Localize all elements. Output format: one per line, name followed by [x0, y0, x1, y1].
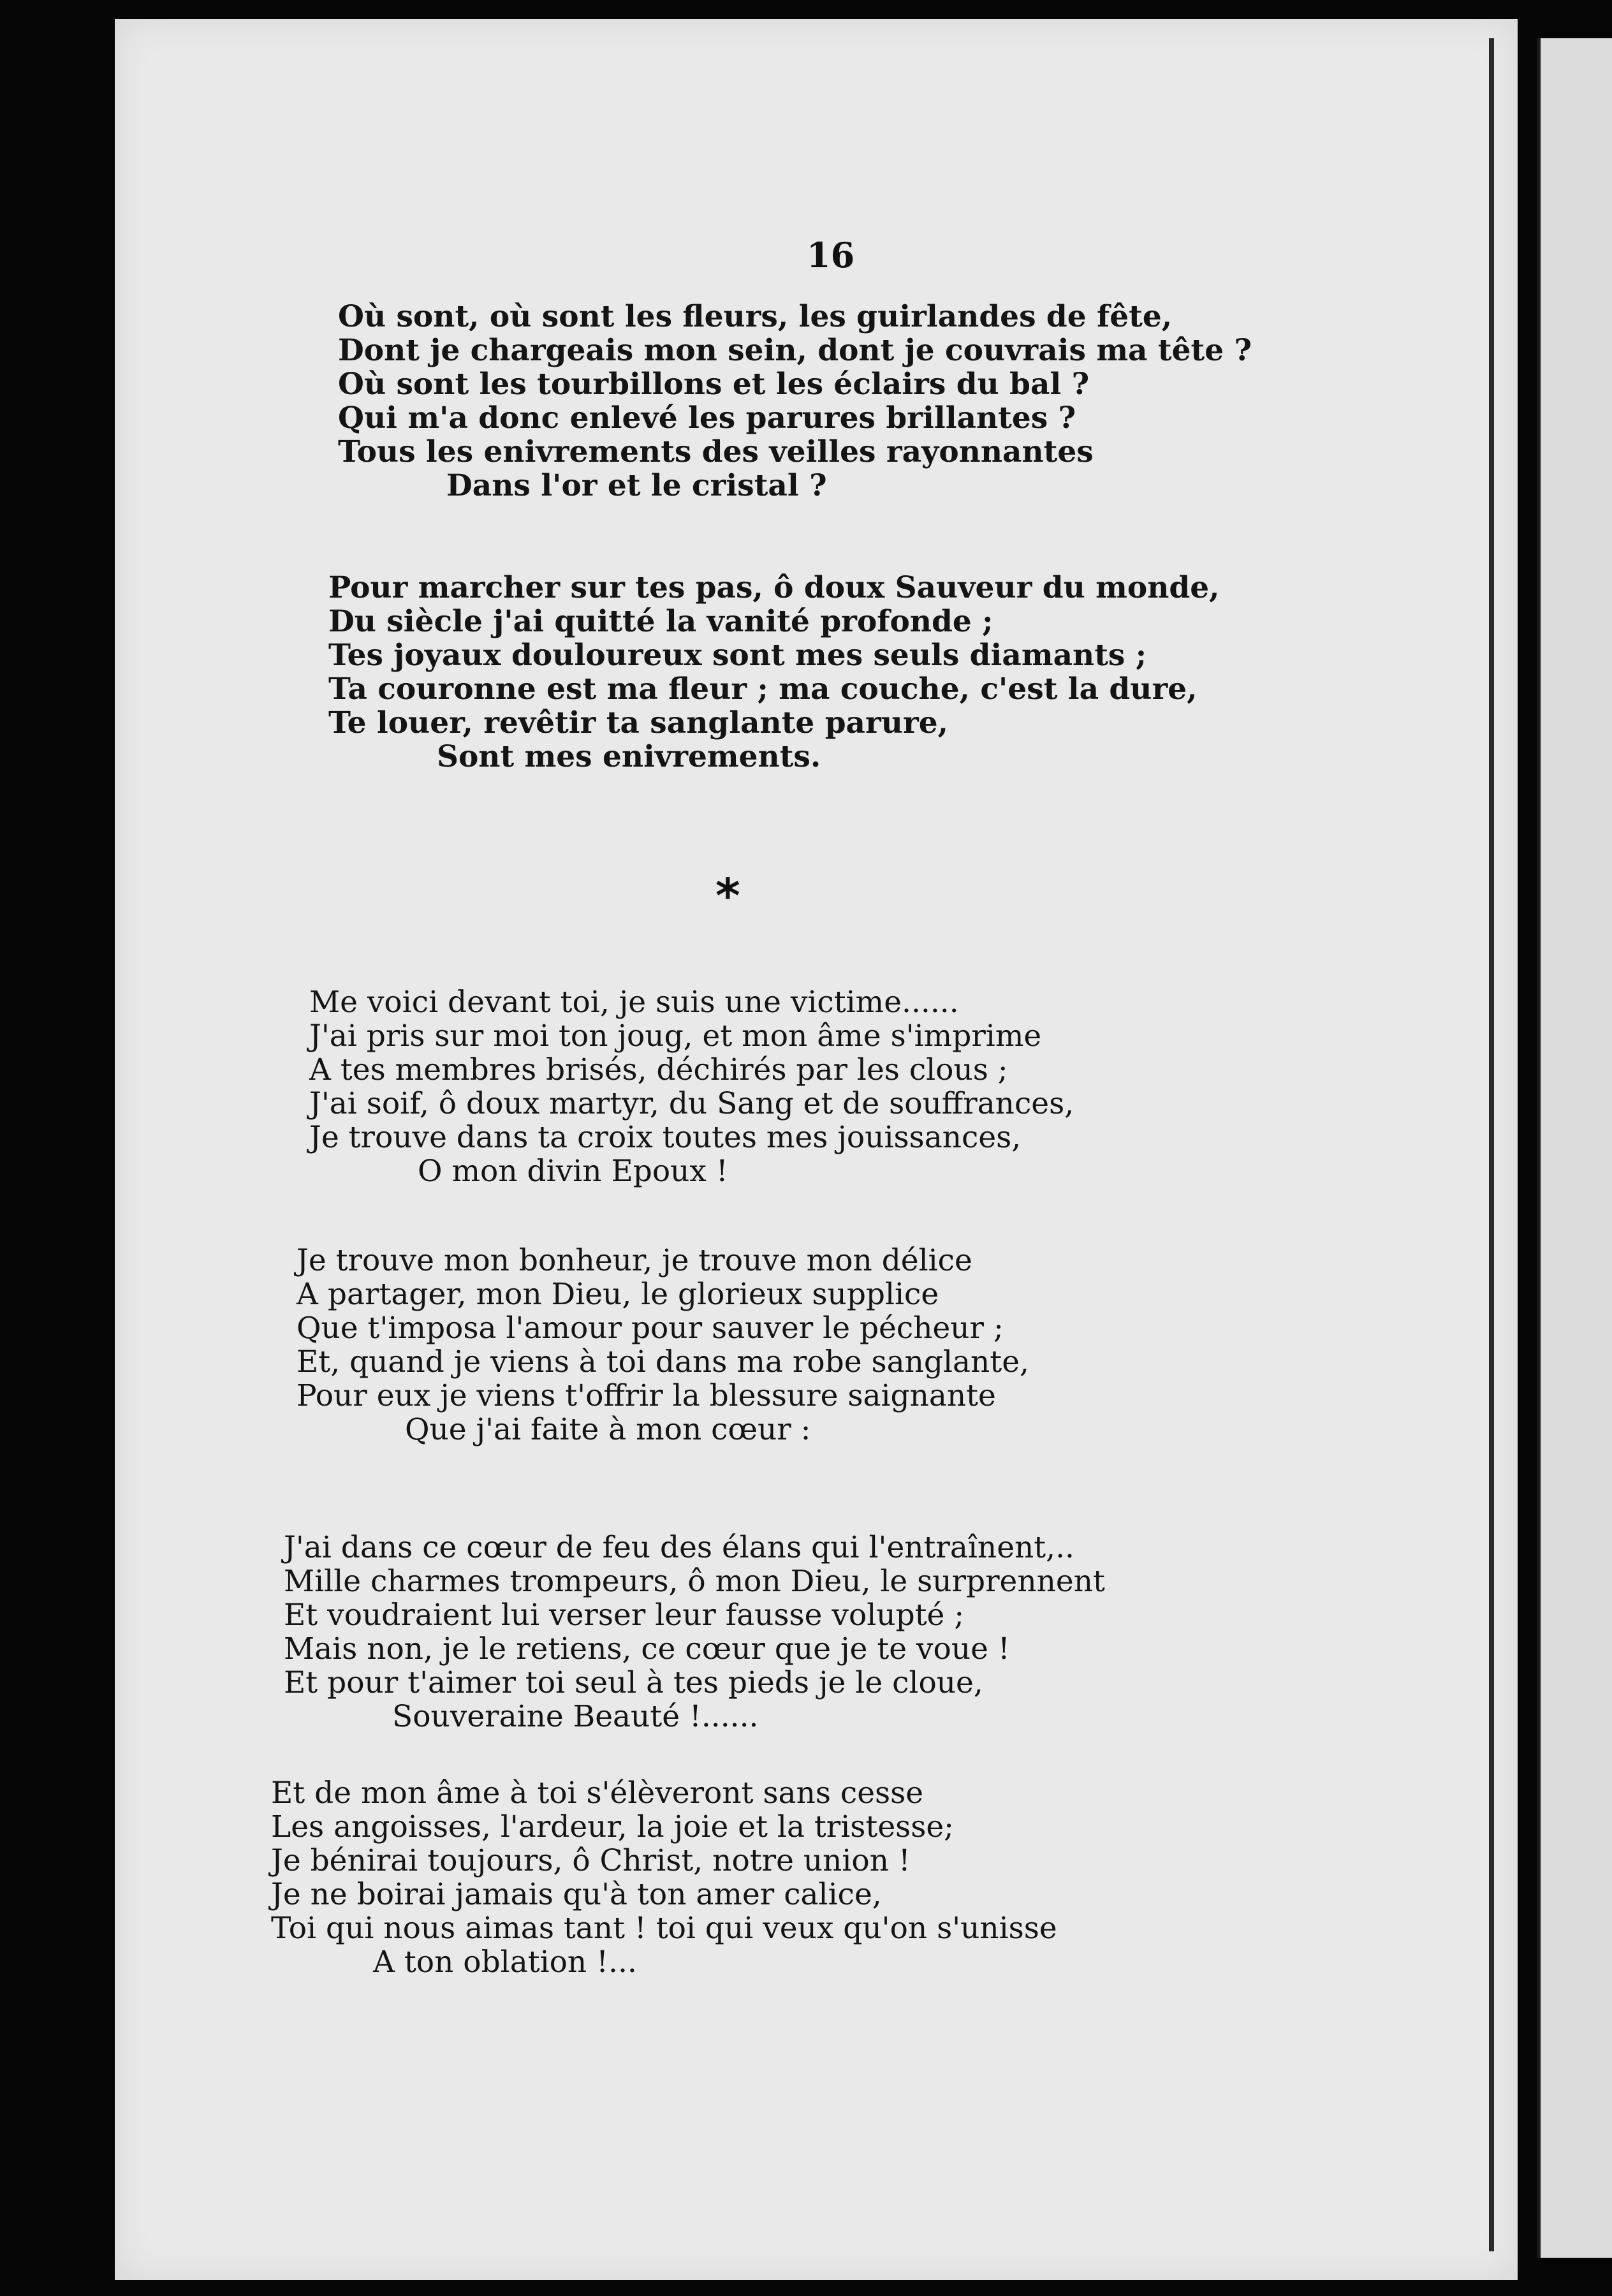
verse-line: Dans l'or et le cristal ? — [446, 468, 827, 503]
stanza-1 — [338, 300, 1252, 503]
verse-line: Tous les enivrements des veilles rayonnantes — [338, 434, 1094, 469]
verse-line: Je trouve mon bonheur, je trouve mon délice — [297, 1243, 972, 1278]
verse-line: Tes joyaux douloureux sont mes seuls diamants ; — [328, 638, 1147, 673]
verse-line: Et de mon âme à toi s'élèveront sans cesse — [271, 1776, 924, 1811]
verse-line: Et, quand je viens à toi dans ma robe sanglante, — [297, 1344, 1029, 1380]
bleed-through-lines — [1237, 446, 1486, 483]
verse-line: J'ai dans ce cœur de feu des élans qui l'entraînent,.. — [284, 1530, 1074, 1565]
page-number: 16 — [807, 235, 855, 276]
verse-line: Que t'imposa l'amour pour sauver le pécheur ; — [297, 1311, 1004, 1346]
verse-line: Que j'ai faite à mon cœur : — [405, 1412, 811, 1447]
verse-line: Du siècle j'ai quitté la vanité profonde ; — [328, 604, 993, 639]
verse-line: Ta couronne est ma fleur ; ma couche, c'est la dure, — [328, 672, 1198, 707]
stanza-6 — [271, 1776, 1057, 1979]
verse-line: Sont mes enivrements. — [437, 739, 821, 774]
verse-line: Je bénirai toujours, ô Christ, notre union ! — [271, 1843, 911, 1878]
verse-line: Mille charmes trompeurs, ô mon Dieu, le surprennent — [284, 1564, 1105, 1599]
verse-line: A ton oblation !... — [373, 1945, 637, 1980]
verse-line: Te louer, revêtir ta sanglante parure, — [328, 705, 948, 740]
bleed-through — [1237, 446, 1486, 2041]
verse-line: A partager, mon Dieu, le glorieux supplice — [297, 1277, 939, 1312]
verse-line: A tes membres brisés, déchirés par les clous ; — [309, 1052, 1008, 1087]
verse-line: Les angoisses, l'ardeur, la joie et la tristesse; — [271, 1809, 955, 1844]
verse-line: Me voici devant toi, je suis une victime...... — [309, 985, 959, 1020]
verse-line: J'ai pris sur moi ton joug, et mon âme s'imprime — [309, 1019, 1042, 1054]
verse-line: Pour eux je viens t'offrir la blessure saignante — [297, 1378, 996, 1413]
verse-line: Toi qui nous aimas tant ! toi qui veux qu'on s'unisse — [271, 1911, 1057, 1946]
verse-line: Je trouve dans ta croix toutes mes jouissances, — [309, 1120, 1022, 1155]
next-page-edge — [1537, 38, 1612, 2258]
stanza-5 — [284, 1531, 1105, 1733]
verse-line: Je ne boirai jamais qu'à ton amer calice, — [271, 1877, 882, 1912]
verse-line: Qui m'a donc enlevé les parures brillantes ? — [338, 401, 1076, 436]
verse-line: Pour marcher sur tes pas, ô doux Sauveur du monde, — [328, 570, 1220, 605]
verse-line: Souveraine Beauté !...... — [392, 1699, 759, 1734]
verse-line: Et voudraient lui verser leur fausse volupté ; — [284, 1598, 965, 1633]
verse-line: Où sont, où sont les fleurs, les guirlandes de fête, — [338, 299, 1173, 334]
section-separator: * — [715, 869, 740, 924]
verse-line: J'ai soif, ô doux martyr, du Sang et de souffrances, — [309, 1086, 1074, 1121]
verse-line: Mais non, je le retiens, ce cœur que je te voue ! — [284, 1631, 1010, 1667]
verse-line: Dont je chargeais mon sein, dont je couvrais ma tête ? — [338, 333, 1252, 368]
verse-line: Où sont les tourbillons et les éclairs du bal ? — [338, 367, 1090, 402]
stanza-2 — [328, 571, 1220, 774]
verse-line: O mon divin Epoux ! — [418, 1154, 728, 1189]
page-fold — [1489, 38, 1494, 2251]
stanza-3 — [309, 985, 1074, 1188]
stanza-4 — [297, 1244, 1029, 1446]
verse-line: Et pour t'aimer toi seul à tes pieds je le cloue, — [284, 1665, 983, 1700]
